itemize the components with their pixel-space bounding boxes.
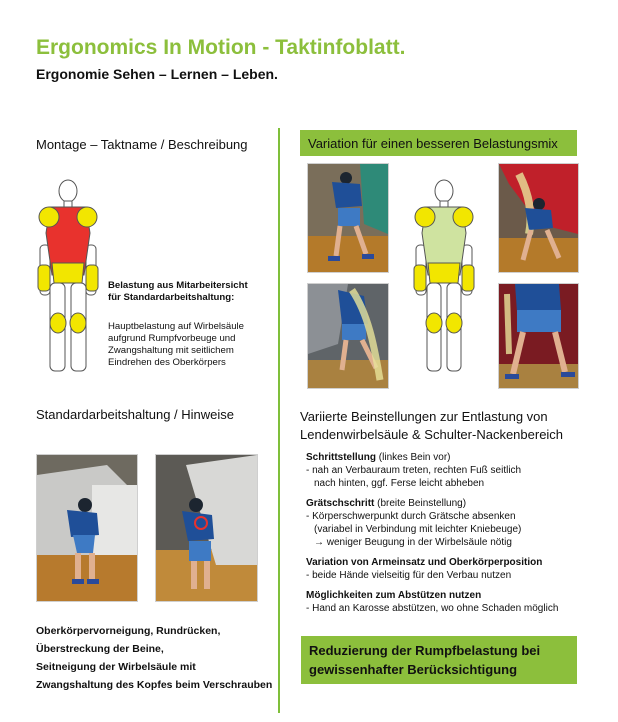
recommendation-title: Variation von Armeinsatz und Oberkörperposition (306, 557, 543, 568)
posture-note-line: Seitneigung der Wirbelsäule mit (36, 661, 196, 673)
shoulder-left-zone (415, 207, 435, 227)
photo-wide-stance-2 (498, 283, 579, 389)
column-divider (278, 128, 280, 713)
posture-note-line: Zwangshaltung des Kopfes beim Verschrauben (36, 679, 273, 691)
recommendation-line: (variabel in Verbindung mit leichter Kniebeuge) (314, 524, 522, 535)
recommendations-list (306, 451, 578, 615)
recommendation-line: nach hinten, ggf. Ferse leicht abheben (314, 478, 485, 489)
photo-wide-stance-1 (498, 163, 579, 273)
load-text-line: Zwangshaltung mit seitlichem (108, 345, 234, 356)
varied-title-line: Variierte Beinstellungen zur Entlastung von (300, 409, 548, 424)
knee-left-zone (50, 313, 66, 333)
recommendation-line: - beide Hände vielseitig für den Verbau nutzen (306, 570, 512, 581)
pelvis-zone (52, 263, 84, 283)
recommendation-title: Grätschschritt (breite Beinstellung) (306, 498, 467, 509)
varied-stance-title (300, 408, 563, 444)
recommendation-line: - Hand an Karosse abstützen, wo ohne Schaden möglich (306, 603, 559, 614)
page-subtitle: Ergonomie Sehen – Lernen – Leben. (36, 66, 278, 82)
figure-head (59, 180, 77, 202)
hand-left-zone (414, 265, 426, 291)
photo-step-stance-1 (307, 163, 389, 273)
load-text-line: Hauptbelastung auf Wirbelsäule (108, 321, 244, 332)
shoulder-left-zone (39, 207, 59, 227)
posture-note-line: Überstreckung der Beine, (36, 643, 164, 655)
load-text-line: Eindrehen des Oberkörpers (108, 357, 226, 368)
hand-right-zone (86, 265, 98, 291)
load-text-line: aufgrund Rumpfvorbeuge und (108, 333, 236, 344)
recommendation-title: Möglichkeiten zum Abstützen nutzen (306, 590, 482, 601)
knee-right-zone (446, 313, 462, 333)
load-heading-line: Belastung aus Mitarbeitersicht (108, 280, 248, 291)
reduction-line: Reduzierung der Rumpfbelastung bei (309, 643, 541, 658)
varied-title-line: Lendenwirbelsäule & Schulter-Nackenbereich (300, 427, 564, 442)
posture-note-line: Oberkörpervorneigung, Rundrücken, (36, 625, 221, 637)
body-load-figure (20, 175, 116, 375)
variation-banner: Variation für einen besseren Belastungsmix (300, 130, 577, 156)
knee-left-zone (426, 313, 442, 333)
photo-worker-bending-1 (36, 454, 138, 602)
body-relieved-figure (406, 175, 482, 375)
recommendation-line: - nah an Verbauraum treten, rechten Fuß seitlich (306, 465, 522, 476)
recommendation-title: Schrittstellung (linkes Bein vor) (306, 452, 451, 463)
reduction-line: gewissenhafter Berücksichtigung (309, 662, 518, 677)
reduction-banner (301, 636, 577, 684)
photo-worker-bending-2 (155, 454, 258, 602)
section-title-standard: Standardarbeitshaltung / Hinweise (36, 407, 235, 422)
shoulder-right-zone (453, 207, 473, 227)
hand-left-zone (38, 265, 50, 291)
hand-right-zone (462, 265, 474, 291)
section-title-montage: Montage – Taktname / Beschreibung (36, 137, 248, 152)
pelvis-zone (428, 263, 460, 283)
recommendation-line: → weniger Beugung in der Wirbelsäule nötig (314, 537, 512, 548)
photo-step-stance-2 (307, 283, 389, 389)
shoulder-right-zone (77, 207, 97, 227)
recommendation-line: - Körperschwerpunkt durch Grätsche absenken (306, 511, 516, 522)
load-heading (108, 280, 273, 304)
page-title: Ergonomics In Motion - Taktinfoblatt. (36, 36, 406, 59)
knee-right-zone (70, 313, 86, 333)
posture-notes (36, 622, 272, 694)
load-heading-line: für Standardarbeitshaltung: (108, 292, 235, 303)
load-description (108, 321, 273, 369)
